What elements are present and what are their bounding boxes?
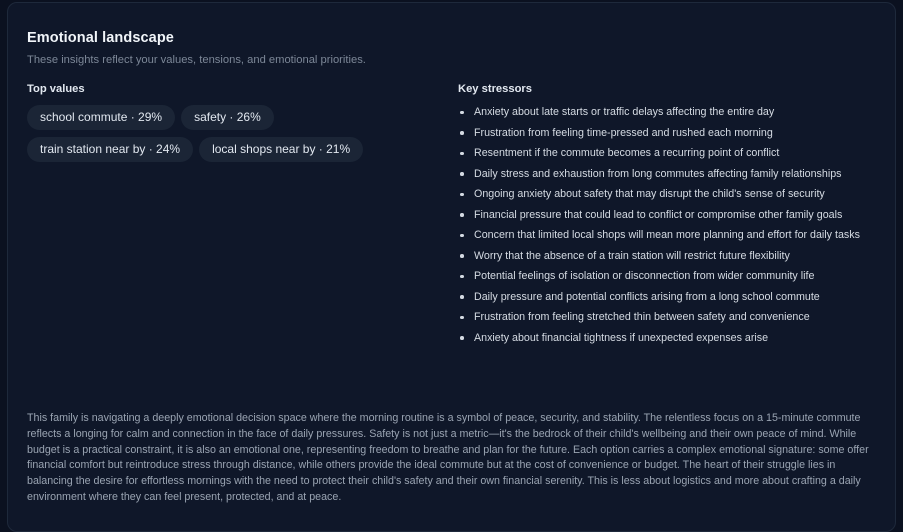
value-chip-school-commute: school commute · 29% <box>27 105 175 130</box>
key-stressors-list <box>458 104 878 350</box>
stressor-item: Potential feelings of isolation or disconnection from wider community life <box>458 268 878 284</box>
stressor-item: Daily stress and exhaustion from long commutes affecting family relationships <box>458 166 878 182</box>
stressor-item: Concern that limited local shops will mean more planning and effort for daily tasks <box>458 227 878 243</box>
stressor-item: Worry that the absence of a train station will restrict future flexibility <box>458 248 878 264</box>
stressor-item: Resentment if the commute becomes a recurring point of conflict <box>458 145 878 161</box>
card-subtitle: These insights reflect your values, tensions, and emotional priorities. <box>27 54 366 66</box>
emotional-summary-paragraph: This family is navigating a deeply emotional decision space where the morning routine is a symbol of peace, security, and stability. The relentless focus on a 15-minute commute reflects a longing for calm and connection in the face of daily pressures. Safety is not just a metric—it's the bedrock of their child's wellbeing and their own peace of mind. While budget is a practical constraint, it is also an emotional one, representing freedom to breathe and plan for the future. Each option carries a complex emotional signature: some offer financial comfort but reintroduce stress through distance, while others provide the ideal commute but at the cost of convenience or budget. The heart of their struggle lies in balancing the desire for effortless mornings with the need to protect their child's safety and their own financial serenity. This is less about logistics and more about crafting a daily environment where they can feel present, protected, and at peace. <box>27 412 869 503</box>
value-chip-safety: safety · 26% <box>181 105 274 130</box>
value-chip-train-station: train station near by · 24% <box>27 137 193 162</box>
emotional-landscape-card <box>7 2 896 532</box>
top-values-label: Top values <box>27 83 85 95</box>
chip-row <box>27 137 407 162</box>
key-stressors-label: Key stressors <box>458 83 533 95</box>
stressor-item: Anxiety about financial tightness if unexpected expenses arise <box>458 330 878 346</box>
card-title: Emotional landscape <box>27 30 174 46</box>
value-chip-local-shops: local shops near by · 21% <box>199 137 363 162</box>
stressor-item: Daily pressure and potential conflicts arising from a long school commute <box>458 289 878 305</box>
stressor-item: Ongoing anxiety about safety that may disrupt the child's sense of security <box>458 186 878 202</box>
stressor-item: Anxiety about late starts or traffic delays affecting the entire day <box>458 104 878 120</box>
stressor-item: Frustration from feeling stretched thin between safety and convenience <box>458 309 878 325</box>
chip-row <box>27 105 407 130</box>
stressor-item: Frustration from feeling time-pressed and rushed each morning <box>458 125 878 141</box>
top-values-chips <box>27 105 407 169</box>
stressor-item: Financial pressure that could lead to conflict or compromise other family goals <box>458 207 878 223</box>
